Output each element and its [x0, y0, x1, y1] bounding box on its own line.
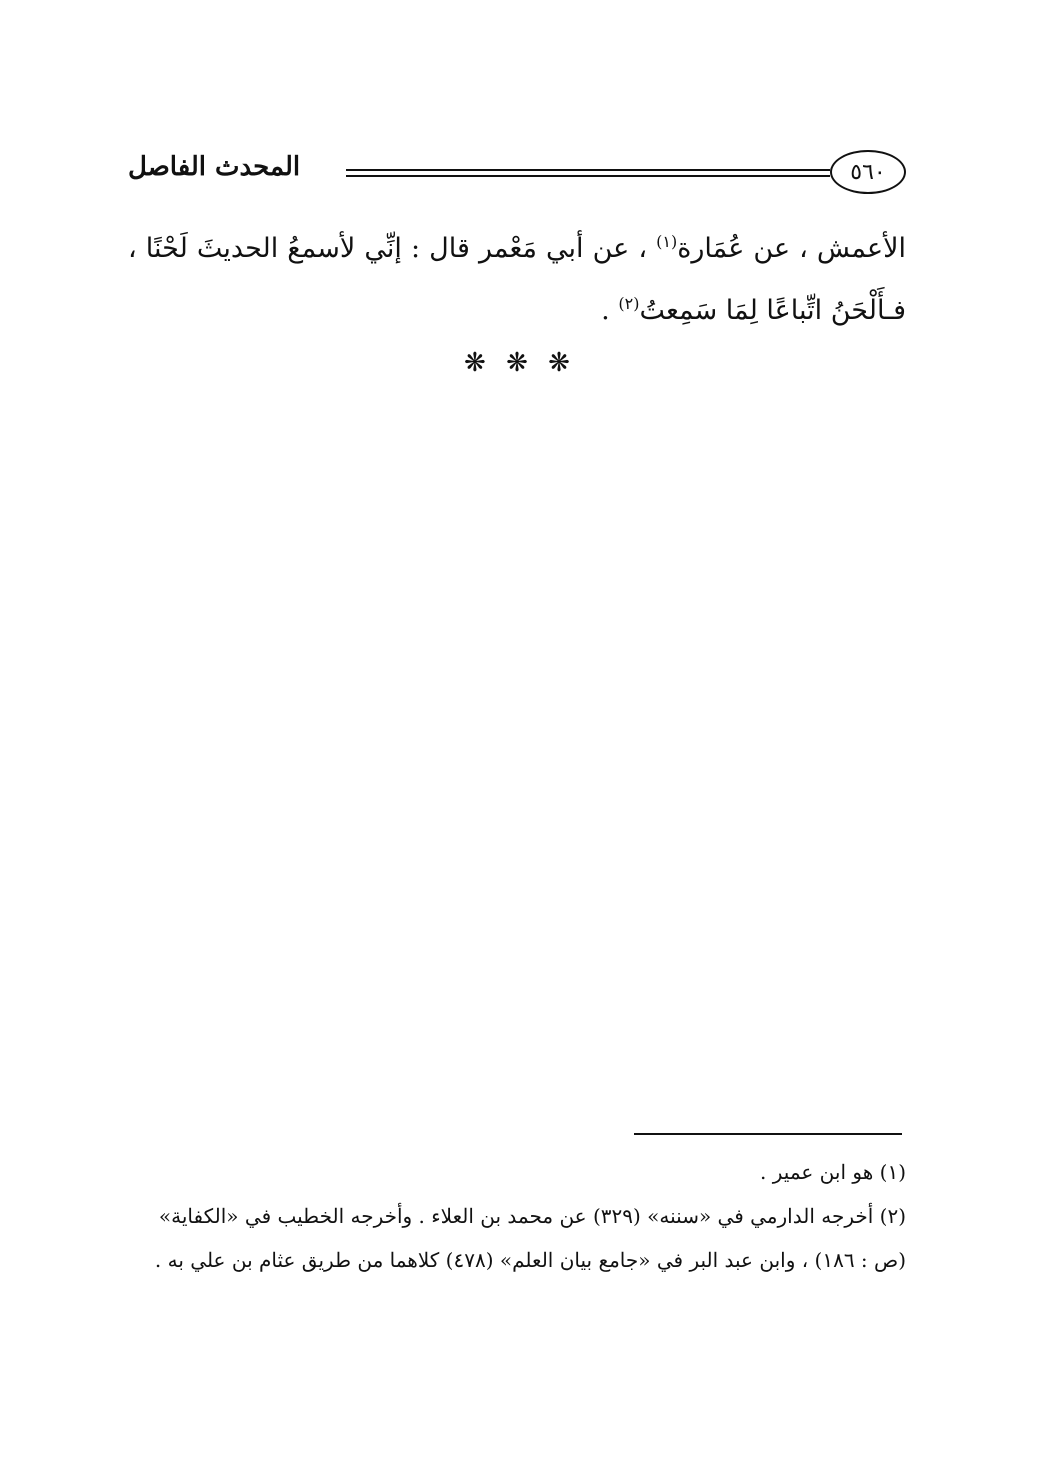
body-text-part: ، عن أبي مَعْمر قال : إنِّي لأسمعُ الحديثَ لَحْنًا ، فـأَلْحَنُ اتِّباعًا لِمَا سَمِعتُ: [128, 233, 906, 326]
body-paragraph: [128, 218, 906, 342]
footnote-ref-2[interactable]: (٢): [618, 294, 640, 313]
footnote-ref-1[interactable]: (١): [656, 232, 678, 251]
page-number: ٥٦٠: [830, 150, 906, 194]
page-header: [128, 150, 906, 208]
book-title: المحدث الفاصل: [128, 152, 301, 182]
footnotes: [128, 1150, 906, 1282]
footnote-1: (١) هو ابن عمير .: [760, 1160, 906, 1184]
section-separator: ❋ ❋ ❋: [464, 348, 576, 378]
body-text-part: .: [601, 295, 619, 326]
footnote-rule: [634, 1133, 902, 1135]
header-rule: [346, 169, 830, 177]
body-text-part: الأعمش ، عن عُمَارة: [677, 233, 906, 264]
footnote-2: (٢) أخرجه الدارمي في «سننه» (٣٢٩) عن محمد بن العلاء . وأخرجه الخطيب في «الكفاية» (ص : ١٨٦) ، وابن عبد البر في «جامع بيان العلم» (٤٧٨) كلاهما من طريق عثام بن علي به .: [154, 1204, 906, 1272]
